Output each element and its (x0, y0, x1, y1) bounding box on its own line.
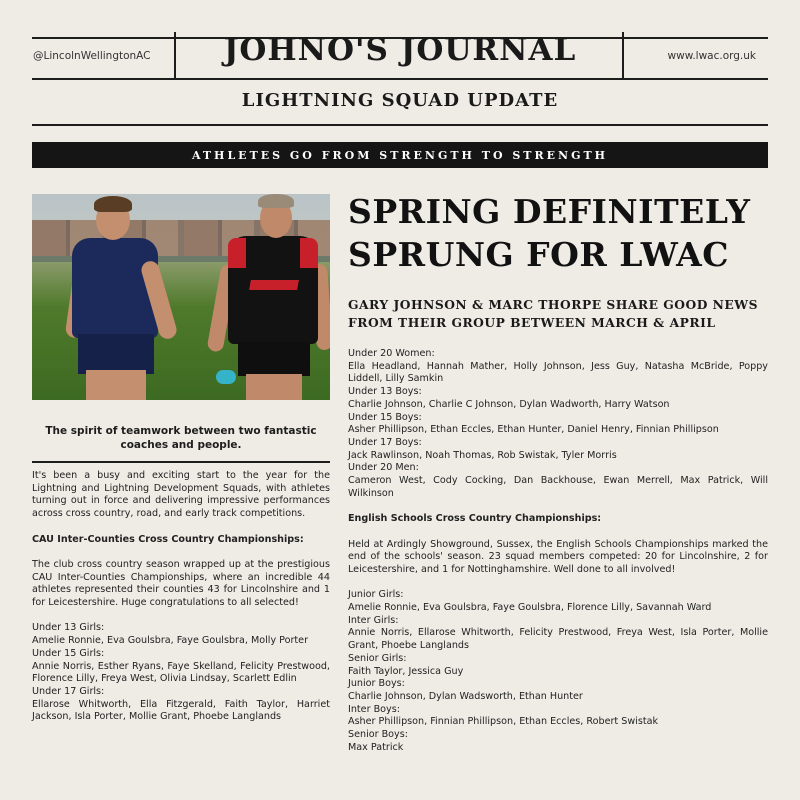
article-headline (348, 190, 768, 276)
deck-line: FROM THEIR GROUP BETWEEN MARCH & APRIL (348, 315, 716, 330)
photo-caption: The spirit of teamwork between two fantastic coaches and people. (45, 425, 317, 451)
headline-line: SPRING DEFINITELY (348, 192, 751, 231)
coach-left-legs (86, 370, 146, 400)
headline-line: SPRUNG FOR LWAC (348, 235, 730, 274)
group-label: Junior Boys: (348, 678, 405, 690)
group-label: Under 20 Men: (348, 462, 419, 474)
lightning-shirt-logo (249, 280, 299, 290)
article-deck (348, 296, 768, 332)
group-names: Jack Rawlinson, Noah Thomas, Rob Swistak, Tyler Morris (348, 449, 617, 461)
coach-right-legs (246, 374, 302, 400)
left-column (32, 470, 330, 724)
caption-rule (32, 461, 330, 463)
group-label: Under 17 Girls: (32, 685, 105, 697)
group-label: Senior Girls: (348, 652, 407, 664)
group-label: Under 13 Boys: (348, 386, 422, 398)
section-subtitle: LIGHTNING SQUAD UPDATE (241, 90, 559, 111)
es-paragraph: Held at Ardingly Showground, Sussex, the English Schools Championships marked the end of the schools' season. 23 squad members competed: 20 for Lincolnshire, 2 for Leicestershire, and 1 for Nottinghamshire. Well done to all involved! (348, 538, 768, 575)
masthead-rule (32, 78, 768, 80)
group-names: Max Patrick (348, 741, 404, 753)
coaches-photo (32, 194, 330, 400)
shirt-shoulder-red (228, 238, 246, 268)
group-label: Under 20 Women: (348, 348, 435, 359)
divider-left (174, 32, 176, 78)
group-names: Asher Phillipson, Ethan Eccles, Ethan Hunter, Daniel Henry, Finnian Phillipson (348, 424, 719, 436)
group-label: Junior Girls: (348, 589, 404, 601)
intro-paragraph: It's been a busy and exciting start to the year for the Lightning and Lightning Development Squads, with athletes turning out in force and delivering impressive performances across cross country, road, and early track competitions. (32, 470, 330, 520)
group-label: Inter Boys: (348, 703, 400, 715)
deck-line: GARY JOHNSON & MARC THORPE SHARE GOOD NEWS (348, 297, 758, 312)
group-names: Cameron West, Cody Cocking, Dan Backhouse, Ewan Merrell, Max Patrick, Will Wilkinson (348, 475, 768, 499)
right-column (348, 348, 768, 754)
group-names: Annie Norris, Esther Ryans, Faye Skelland, Felicity Prestwood, Florence Lilly, Freya West, Olivia Lindsay, Scarlett Edlin (32, 660, 330, 685)
masthead-title: JOHNO'S JOURNAL (223, 32, 577, 68)
shirt-shoulder-red (300, 238, 318, 268)
group-names: Asher Phillipson, Finnian Phillipson, Ethan Eccles, Robert Swistak (348, 716, 659, 728)
group-names: Ellarose Whitworth, Ella Fitzgerald, Faith Taylor, Harriet Jackson, Isla Porter, Mollie Grant, Phoebe Langlands (32, 698, 330, 723)
group-label: Under 17 Boys: (348, 436, 422, 448)
group-names: Annie Norris, Ellarose Whitworth, Felicity Prestwood, Freya West, Isla Porter, Mollie Grant, Phoebe Langlands (348, 627, 768, 652)
group-names: Amelie Ronnie, Eva Goulsbra, Faye Goulsbra, Florence Lilly, Savannah Ward (348, 602, 712, 614)
divider-right (622, 32, 624, 78)
coach-left-shirt (72, 238, 158, 338)
es-heading: English Schools Cross Country Championships: (348, 513, 602, 525)
banner (32, 142, 768, 168)
coach-left-hair (94, 196, 132, 212)
group-label: Under 15 Girls: (32, 647, 105, 659)
group-names: Charlie Johnson, Dylan Wadsworth, Ethan Hunter (348, 690, 583, 702)
website-link[interactable]: www.lwac.org.uk (667, 50, 756, 62)
subtitle-rule (32, 124, 768, 126)
coach-right-hair (258, 194, 294, 208)
group-label: Inter Girls: (348, 614, 399, 626)
group-label: Under 15 Boys: (348, 411, 422, 423)
cau-heading: CAU Inter-Counties Cross Country Championships: (32, 533, 304, 545)
group-names: Charlie Johnson, Charlie C Johnson, Dylan Wadworth, Harry Watson (348, 398, 670, 410)
group-names: Amelie Ronnie, Eva Goulsbra, Faye Goulsbra, Molly Porter (32, 635, 309, 647)
group-label: Senior Boys: (348, 729, 408, 741)
water-bottle (216, 370, 236, 384)
cau-paragraph: The club cross country season wrapped up at the prestigious CAU Inter-Counties Championships, where an incredible 44 athletes represented their counties 43 for Lincolnshire and 1 for Leicestershire. Huge congratulations to all selected! (32, 558, 330, 608)
social-handle: @LincolnWellingtonAC (33, 50, 151, 62)
group-label: Under 13 Girls: (32, 622, 105, 634)
banner-text: ATHLETES GO FROM STRENGTH TO STRENGTH (191, 148, 609, 162)
coach-left-shorts (78, 334, 154, 374)
group-names: Faith Taylor, Jessica Guy (348, 665, 464, 677)
group-names: Ella Headland, Hannah Mather, Holly Johnson, Jess Guy, Natasha McBride, Poppy Liddell, Lilly Samkin (348, 360, 768, 385)
coach-right-shorts (238, 342, 310, 376)
